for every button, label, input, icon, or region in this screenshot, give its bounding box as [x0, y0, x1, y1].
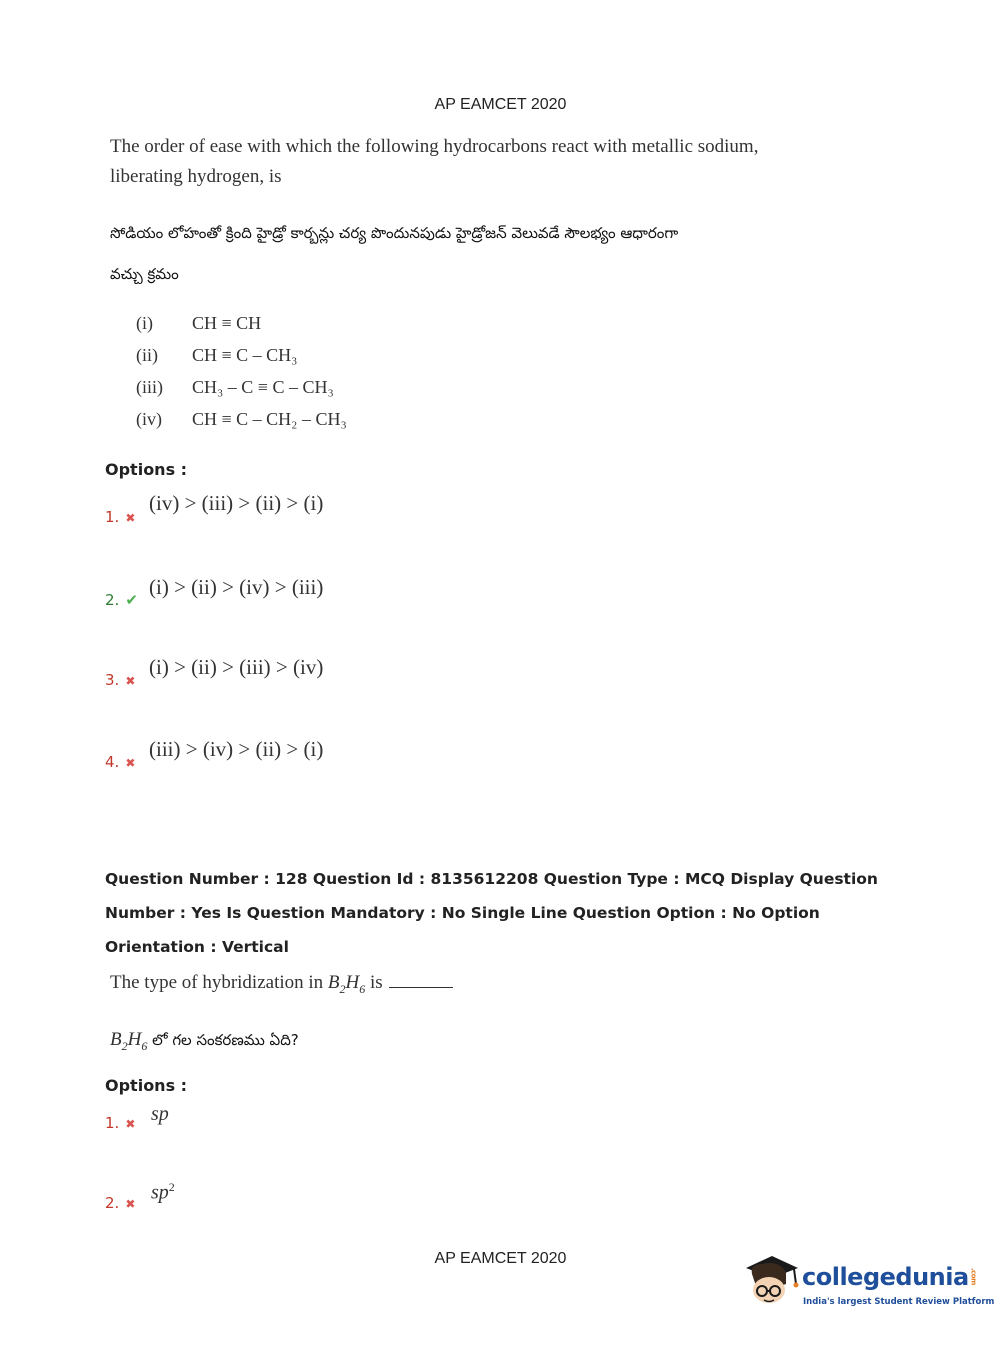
option-number: 1.	[105, 1114, 120, 1132]
option-formula: sp	[151, 1181, 169, 1204]
compound-row	[136, 345, 536, 377]
option-number: 3.	[105, 671, 120, 689]
option-1[interactable]	[105, 1114, 135, 1133]
question-meta-line: Orientation : Vertical	[105, 938, 289, 956]
question-telugu-line: సోడియం లోహంతో క్రింది హైడ్రో కార్బన్లు చర్య పొందునపుడు హైడ్రోజన్ వెలువడే సౌలభ్యం ఆధారంగా	[110, 224, 679, 242]
page-header: AP EAMCET 2020	[434, 96, 567, 113]
page-footer: AP EAMCET 2020	[434, 1250, 567, 1267]
collegedunia-logo-text	[802, 1263, 978, 1291]
compound-row	[136, 313, 536, 345]
question-text-suffix: is	[365, 972, 383, 993]
question-meta-line: Question Number : 128 Question Id : 8135612208 Question Type : MCQ Display Question	[105, 870, 878, 888]
option-number: 1.	[105, 508, 120, 526]
formula-b2h6: $B_2H_6$	[327, 972, 366, 996]
cross-icon: ✖	[125, 1197, 136, 1211]
collegedunia-mascot-icon	[742, 1250, 800, 1308]
compound-index: (iii)	[136, 377, 163, 397]
question-meta-line: Number : Yes Is Question Mandatory : No Single Line Question Option : No Option	[105, 904, 820, 922]
compound-list	[136, 313, 536, 441]
option-number: 2.	[105, 1194, 120, 1212]
option-4[interactable]	[105, 753, 135, 772]
logo-word: collegedunia	[802, 1263, 969, 1291]
question-meta	[105, 862, 885, 964]
option-superscript: 2	[168, 1180, 175, 1194]
option-2[interactable]	[105, 1194, 135, 1213]
question-english-text	[110, 968, 453, 1004]
option-number: 4.	[105, 753, 120, 771]
options-label: Options :	[105, 1076, 188, 1095]
option-3[interactable]	[105, 671, 135, 690]
logo-dotcom: .com	[969, 1268, 978, 1285]
question-english-text	[110, 132, 758, 192]
question-english-line: liberating hydrogen, is	[110, 166, 282, 187]
options-label: Options :	[105, 460, 188, 479]
option-text: (i) > (ii) > (iv) > (iii)	[149, 575, 324, 599]
compound-row	[136, 377, 536, 409]
question-text-prefix: The type of hybridization in	[110, 972, 328, 993]
logo-tagline: India's largest Student Review Platform	[803, 1297, 995, 1307]
option-text: (i) > (ii) > (iii) > (iv)	[149, 655, 324, 679]
option-text	[151, 1103, 169, 1126]
option-text	[151, 1180, 175, 1205]
compound-formula: CH ≡ C – CH₃	[192, 345, 298, 365]
compound-formula: CH ≡ CH	[192, 313, 262, 333]
cross-icon: ✖	[125, 511, 136, 525]
option-text: (iii) > (iv) > (ii) > (i)	[149, 737, 324, 761]
question-telugu-suffix: లో గల సంకరణము ఏది?	[147, 1031, 299, 1049]
option-formula: sp	[151, 1103, 169, 1125]
answer-blank	[389, 987, 453, 988]
cross-icon: ✖	[125, 756, 136, 770]
cross-icon: ✖	[125, 674, 136, 688]
option-number: 2.	[105, 591, 120, 609]
cross-icon: ✖	[125, 1117, 136, 1131]
option-1[interactable]	[105, 508, 135, 527]
check-icon: ✔	[125, 592, 138, 609]
compound-index: (iv)	[136, 409, 162, 429]
formula-b2h6: $B_2H_6$	[110, 1029, 148, 1053]
option-text: (iv) > (iii) > (ii) > (i)	[149, 491, 324, 515]
question-telugu-line	[110, 1029, 299, 1054]
question-telugu-line: వచ్చు క్రమం	[110, 265, 179, 283]
option-2[interactable]	[105, 591, 138, 610]
compound-formula: CH₃ – C ≡ C – CH₃	[192, 377, 334, 397]
compound-row	[136, 409, 536, 441]
compound-formula: CH ≡ C – CH₂ – CH₃	[192, 409, 347, 429]
compound-index: (ii)	[136, 345, 158, 365]
compound-index: (i)	[136, 313, 153, 333]
question-english-line: The order of ease with which the following hydrocarbons react with metallic sodium,	[110, 136, 759, 157]
